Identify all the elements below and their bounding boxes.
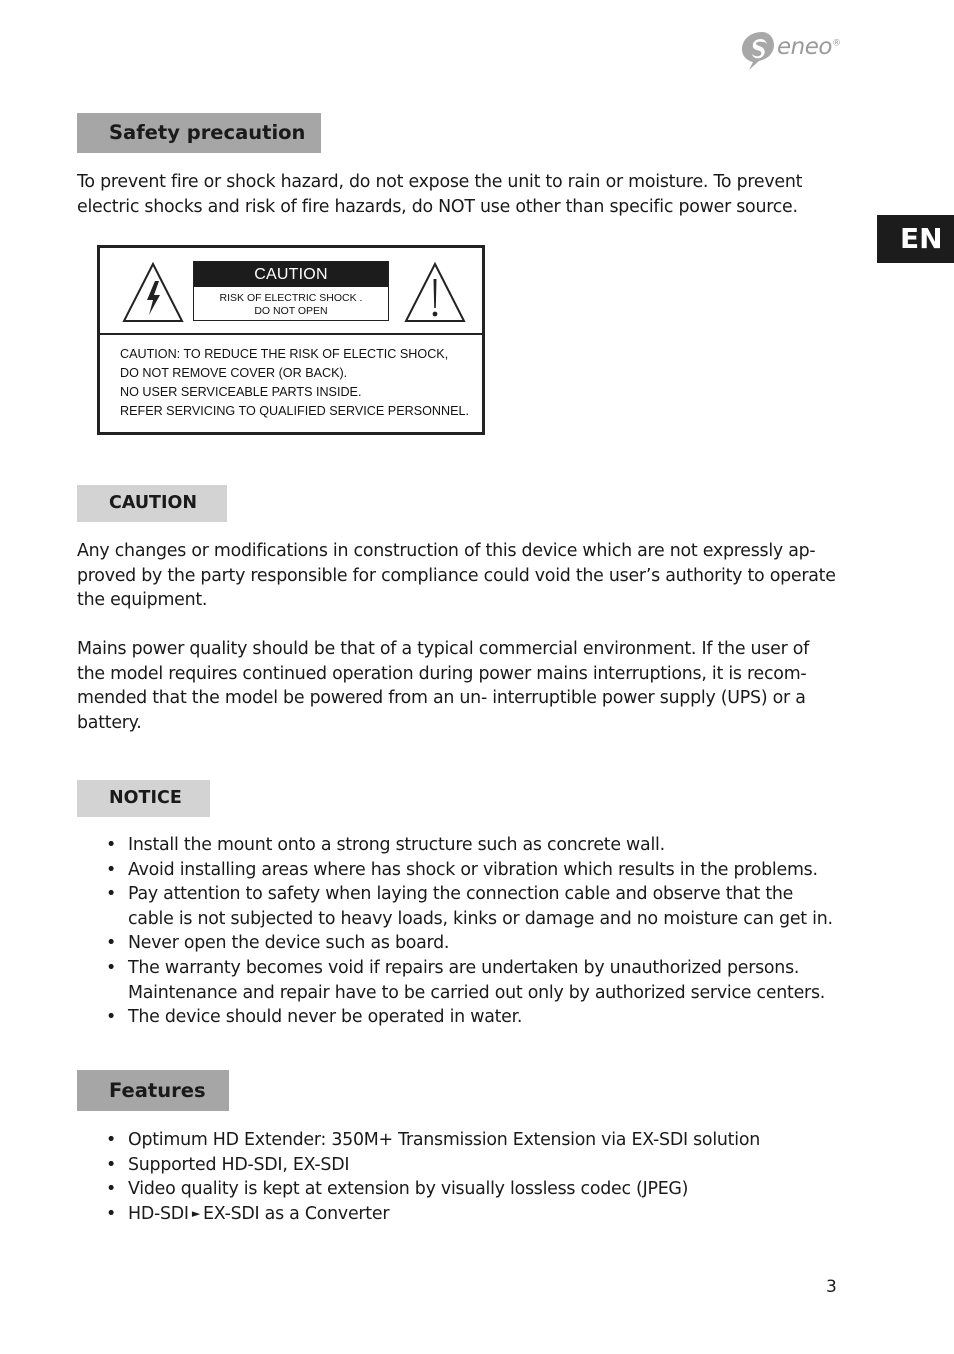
- list-item: • Video quality is kept at extension by visually lossless codec (JPEG): [106, 1177, 866, 1202]
- list-item: • The warranty becomes void if repairs are undertaken by unauthorized persons. Maintenance and repair have to be carried out only by authorized service centers.: [106, 957, 826, 1003]
- safety-precaution-heading: Safety precaution: [77, 113, 321, 153]
- list-item: • The device should never be operated in water.: [106, 1005, 866, 1030]
- bullet: •: [106, 835, 117, 855]
- eneo-logo: [740, 30, 840, 72]
- bullet: •: [106, 1203, 117, 1224]
- bullet: •: [106, 1154, 117, 1175]
- features-heading: Features: [77, 1070, 229, 1111]
- bullet: •: [106, 884, 117, 905]
- bullet: •: [106, 957, 117, 978]
- list-item: • Install the mount onto a strong structure such as concrete wall.: [106, 833, 866, 858]
- list-item: • Optimum HD Extender: 350M+ Transmission Extension via EX-SDI solution: [106, 1128, 866, 1153]
- caution-label-subtext: RISK OF ELECTRIC SHOCK . DO NOT OPEN: [219, 292, 363, 317]
- bullet: •: [106, 1007, 117, 1028]
- list-item: • Never open the device such as board.: [106, 931, 866, 956]
- eneo-wordmark: eneo®: [777, 34, 841, 60]
- notice-heading: NOTICE: [77, 780, 210, 817]
- notice-list: [106, 833, 866, 1030]
- bullet: •: [106, 933, 117, 954]
- caution-paragraph-1: Any changes or modifications in construction of this device which are not expressly ap- proved by the party responsible for compliance could void the user’s authority to operate the equipment.: [77, 541, 836, 611]
- caution-paragraph-2: Mains power quality should be that of a typical commercial environment. If the user of the model requires continued operation during power mains interruptions, it is recom- mended that the model be powered from an un- interruptible power supply (UPS) or a battery.: [77, 639, 810, 733]
- page-number: 3: [826, 1277, 837, 1297]
- caution-label-heading: CAUTION: [194, 262, 388, 287]
- eneo-logo-mark-icon: [740, 30, 776, 72]
- bullet: •: [106, 1179, 117, 1200]
- list-item: • Avoid installing areas where has shock or vibration which results in the problems.: [106, 858, 866, 883]
- features-list: [106, 1128, 866, 1226]
- lightning-warning-icon: [122, 261, 184, 323]
- list-item: • Supported HD-SDI, EX-SDI: [106, 1153, 866, 1178]
- arrow-right-icon: ►: [191, 1206, 201, 1220]
- caution-label-panel: [193, 261, 389, 321]
- safety-intro: To prevent fire or shock hazard, do not expose the unit to rain or moisture. To prevent electric shocks and risk of fire hazards, do NOT use other than specific power source.: [77, 172, 803, 217]
- caution-label-text: CAUTION: TO REDUCE THE RISK OF ELECTIC SHOCK, DO NOT REMOVE COVER (OR BACK). NO USER SERVICEABLE PARTS INSIDE. REFER SERVICING TO QUALIFIED SERVICE PERSONNEL.: [120, 347, 469, 418]
- list-item: • HD-SDI ► EX-SDI as a Converter: [106, 1202, 866, 1227]
- caution-warning-label: [97, 245, 485, 435]
- caution-heading: CAUTION: [77, 485, 227, 522]
- caution-label-divider: [100, 333, 482, 335]
- list-item: • Pay attention to safety when laying the connection cable and observe that the cable is not subjected to heavy loads, kinks or damage and no moisture can get in.: [106, 884, 833, 929]
- bullet: •: [106, 859, 117, 880]
- bullet: •: [106, 1130, 117, 1150]
- exclamation-warning-icon: [404, 261, 466, 323]
- language-tab: EN: [877, 215, 954, 263]
